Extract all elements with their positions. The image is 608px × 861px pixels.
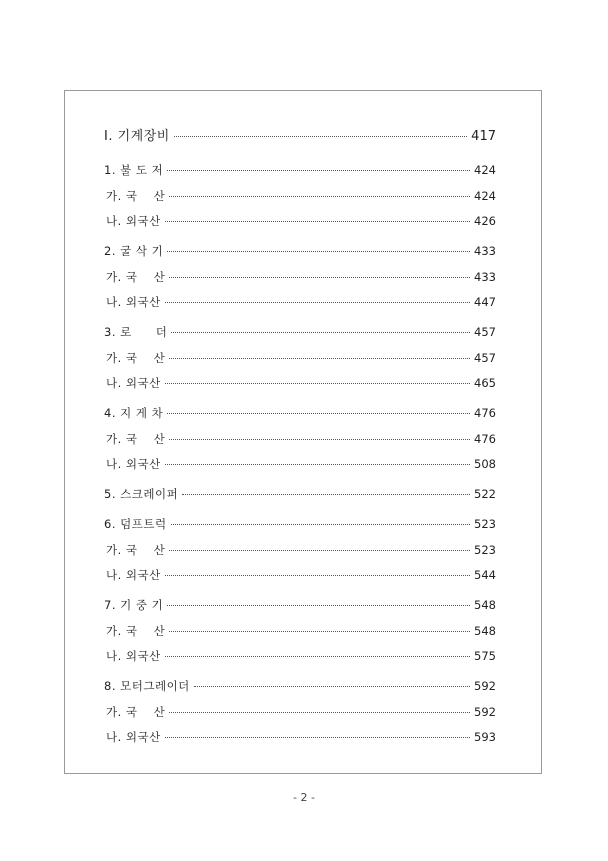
toc-subsection-row-page: 476 <box>474 431 496 446</box>
dot-leader <box>165 302 470 303</box>
toc-subsection-row[interactable] <box>104 294 496 310</box>
toc-subsection-row-label: 가. 국 산 <box>106 542 166 557</box>
toc-section-row[interactable] <box>104 516 496 532</box>
dot-leader <box>165 464 470 465</box>
dot-leader <box>165 575 470 576</box>
toc-subsection-row-label: 나. 외국산 <box>106 457 161 471</box>
dot-leader <box>169 196 470 197</box>
toc-subsection-row-label: 가. 국 산 <box>106 350 166 365</box>
toc-section-row[interactable] <box>104 678 496 694</box>
toc-subsection-row-label: 나. 외국산 <box>106 295 161 309</box>
dot-leader <box>165 656 470 657</box>
dot-leader <box>171 524 470 525</box>
toc-section-row-page: 523 <box>474 517 496 531</box>
toc-subsection-row-label: 가. 국 산 <box>106 188 166 203</box>
toc-section-row[interactable] <box>104 162 496 178</box>
toc-section-row-label: 8. 모터그레이더 <box>104 679 190 693</box>
toc-subsection-row-page: 447 <box>474 295 496 309</box>
toc-subsection-row-page: 424 <box>474 188 496 203</box>
dot-leader <box>167 251 470 252</box>
toc-section-row-page: 548 <box>474 598 496 612</box>
toc-section-row[interactable] <box>104 597 496 613</box>
toc-subsection-row-page: 465 <box>474 376 496 390</box>
toc-subsection-row-label: 나. 외국산 <box>106 568 161 582</box>
toc-section-row-page: 457 <box>474 325 496 339</box>
toc-subsection-row[interactable] <box>104 542 496 558</box>
toc-section-row[interactable] <box>104 243 496 259</box>
toc-subsection-row-page: 575 <box>474 649 496 663</box>
toc-section-row-label: 2. 굴 삭 기 <box>104 244 164 258</box>
toc-section-row-page: 592 <box>474 679 496 693</box>
toc-section-row-label: 1. 불 도 저 <box>104 163 164 177</box>
toc-subsection-row[interactable] <box>104 375 496 391</box>
toc-subsection-row-page: 548 <box>474 623 496 638</box>
toc-subsection-row-label: 가. 국 산 <box>106 269 166 284</box>
toc-subsection-row-label: 나. 외국산 <box>106 649 161 663</box>
toc-chapter-row[interactable] <box>104 129 496 145</box>
toc-subsection-row[interactable] <box>104 456 496 472</box>
toc-subsection-row[interactable] <box>104 431 496 447</box>
toc-section-row-label: 6. 덤프트럭 <box>104 517 167 531</box>
toc-section-row-page: 433 <box>474 244 496 258</box>
dot-leader <box>165 737 470 738</box>
toc-subsection-row-label: 가. 국 산 <box>106 704 166 719</box>
toc-section-row-label: 7. 기 중 기 <box>104 598 164 612</box>
dot-leader <box>169 358 470 359</box>
toc-subsection-row[interactable] <box>104 350 496 366</box>
toc-subsection-row-label: 나. 외국산 <box>106 214 161 228</box>
toc-section-row[interactable] <box>104 324 496 340</box>
dot-leader <box>169 712 470 713</box>
page-number-footer: - 2 - <box>293 791 315 804</box>
dot-leader <box>169 550 470 551</box>
toc-section-row-page: 522 <box>474 487 496 501</box>
toc-subsection-row[interactable] <box>104 567 496 583</box>
toc-section-row[interactable] <box>104 405 496 421</box>
toc-subsection-row-page: 544 <box>474 568 496 582</box>
toc-section-row-label: 5. 스크레이퍼 <box>104 487 179 501</box>
dot-leader <box>165 221 470 222</box>
toc-chapter-page: 417 <box>471 129 496 144</box>
dot-leader <box>167 605 470 606</box>
toc-subsection-row-label: 가. 국 산 <box>106 623 166 638</box>
dot-leader <box>169 439 470 440</box>
toc-subsection-row[interactable] <box>104 188 496 204</box>
dot-leader <box>194 686 470 687</box>
dot-leader <box>167 413 470 414</box>
toc-subsection-row[interactable] <box>104 213 496 229</box>
toc-subsection-row[interactable] <box>104 623 496 639</box>
dot-leader <box>165 383 470 384</box>
toc-section-row-label: 4. 지 게 차 <box>104 406 164 420</box>
toc-subsection-row-page: 523 <box>474 542 496 557</box>
dot-leader <box>169 277 470 278</box>
toc-subsection-row-label: 나. 외국산 <box>106 730 161 744</box>
dot-leader <box>182 494 470 495</box>
toc-subsection-row-label: 나. 외국산 <box>106 376 161 390</box>
dot-leader <box>169 631 470 632</box>
toc-subsection-row[interactable] <box>104 648 496 664</box>
toc-subsection-row[interactable] <box>104 269 496 285</box>
toc-subsection-row[interactable] <box>104 704 496 720</box>
toc-subsection-row-page: 593 <box>474 730 496 744</box>
toc-section-row-page: 476 <box>474 406 496 420</box>
toc-subsection-row-page: 457 <box>474 350 496 365</box>
dot-leader <box>167 170 470 171</box>
toc-subsection-row-page: 508 <box>474 457 496 471</box>
toc-chapter-label: Ⅰ. 기계장비 <box>104 129 170 144</box>
toc-subsection-row-page: 592 <box>474 704 496 719</box>
toc-section-row-label: 3. 로 더 <box>104 325 168 339</box>
toc-section-row-page: 424 <box>474 163 496 177</box>
toc-section-row[interactable] <box>104 486 496 502</box>
toc-subsection-row-page: 433 <box>474 269 496 284</box>
dot-leader <box>171 332 470 333</box>
dot-leader <box>174 136 467 137</box>
toc-subsection-row-label: 가. 국 산 <box>106 431 166 446</box>
toc-subsection-row-page: 426 <box>474 214 496 228</box>
toc-subsection-row[interactable] <box>104 729 496 745</box>
